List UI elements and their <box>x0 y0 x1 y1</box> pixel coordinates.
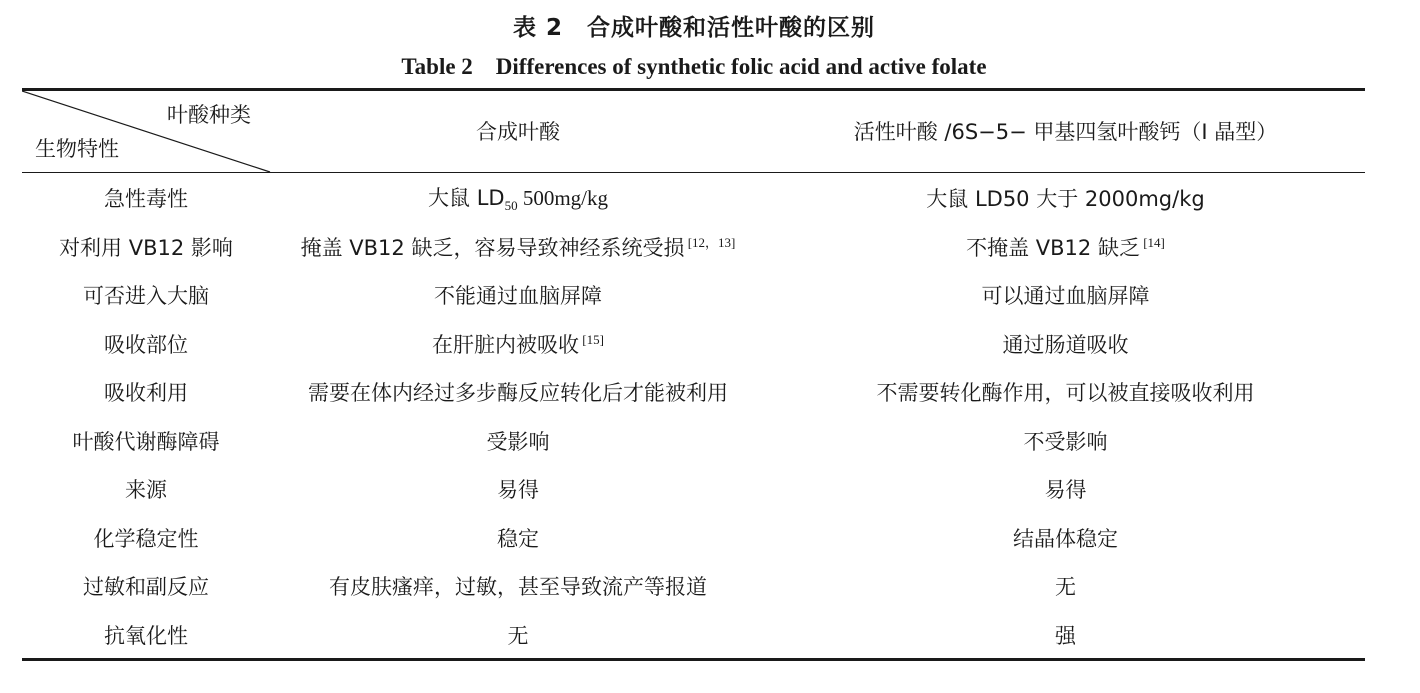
synthetic-cell <box>270 329 766 359</box>
property-cell: 对利用 VB12 影响 <box>59 235 233 260</box>
corner-header-bottom: 生物特性 <box>35 137 119 161</box>
property-cell: 吸收利用 <box>104 381 188 406</box>
table-title-en: Table 2 Differences of synthetic folic acid and active folate <box>401 54 987 79</box>
table-row <box>22 174 1365 223</box>
reference-superscript: [14] <box>1139 234 1165 250</box>
table-row <box>22 465 1365 514</box>
table-row <box>22 514 1365 563</box>
active-cell: 不受影响 <box>1023 429 1108 454</box>
reference-superscript: [15] <box>579 331 604 347</box>
property-cell: 过敏和副反应 <box>83 575 209 600</box>
synthetic-cell: 有皮肤瘙痒，过敏，甚至导致流产等报道 <box>329 575 707 600</box>
synthetic-cell <box>270 182 766 214</box>
synthetic-cell: 易得 <box>497 478 539 503</box>
table-row <box>22 368 1365 417</box>
active-cell: 无 <box>1055 575 1076 600</box>
active-cell: 通过肠道吸收 <box>1002 332 1129 357</box>
synthetic-text: 在肝脏内被吸收 <box>432 332 580 357</box>
ld-subscript: 50 <box>504 198 518 214</box>
property-cell: 抗氧化性 <box>104 623 188 648</box>
synthetic-cell <box>270 232 766 262</box>
corner-header-top: 叶酸种类 <box>167 103 251 127</box>
table-row <box>22 320 1365 369</box>
active-cell: 大鼠 LD50 大于 2000mg/kg <box>926 187 1205 212</box>
active-cell: 易得 <box>1044 478 1087 503</box>
table-row <box>22 223 1365 272</box>
active-cell: 不需要转化酶作用，可以被直接吸收利用 <box>876 381 1255 406</box>
table-title-zh: 表 2 合成叶酸和活性叶酸的区别 <box>512 15 875 41</box>
property-cell: 吸收部位 <box>104 332 188 357</box>
active-text: 不掩盖 VB12 缺乏 <box>966 235 1140 260</box>
column-header-active: 活性叶酸 /6S−5− 甲基四氢叶酸钙（I 晶型） <box>853 120 1278 144</box>
synthetic-cell: 受影响 <box>486 429 550 454</box>
bottom-rule <box>22 658 1365 661</box>
synthetic-text: 掩盖 VB12 缺乏，容易导致神经系统受损 <box>300 235 685 260</box>
table-row <box>22 611 1365 660</box>
synthetic-cell: 不能通过血脑屏障 <box>434 284 602 309</box>
property-cell: 化学稳定性 <box>93 526 199 551</box>
synthetic-text: 大鼠 LD <box>428 186 505 211</box>
active-cell: 可以通过血脑屏障 <box>981 284 1150 309</box>
table-row <box>22 271 1365 320</box>
header-rule <box>22 172 1365 173</box>
column-header-synthetic: 合成叶酸 <box>476 120 560 144</box>
property-cell: 可否进入大脑 <box>83 284 209 309</box>
table-row <box>22 417 1365 466</box>
active-cell: 强 <box>1055 623 1076 648</box>
active-cell <box>766 232 1365 262</box>
synthetic-text-after: 500mg/kg <box>517 186 608 211</box>
synthetic-cell: 稳定 <box>497 526 539 551</box>
table-row <box>22 562 1365 611</box>
property-cell: 急性毒性 <box>104 187 188 212</box>
reference-superscript: [12，13] <box>684 234 736 250</box>
synthetic-cell: 无 <box>507 623 529 648</box>
property-cell: 叶酸代谢酶障碍 <box>72 429 220 454</box>
table-body <box>22 174 1365 659</box>
active-cell: 结晶体稳定 <box>1013 526 1118 551</box>
property-cell: 来源 <box>125 478 167 503</box>
synthetic-cell: 需要在体内经过多步酶反应转化后才能被利用 <box>308 381 728 406</box>
